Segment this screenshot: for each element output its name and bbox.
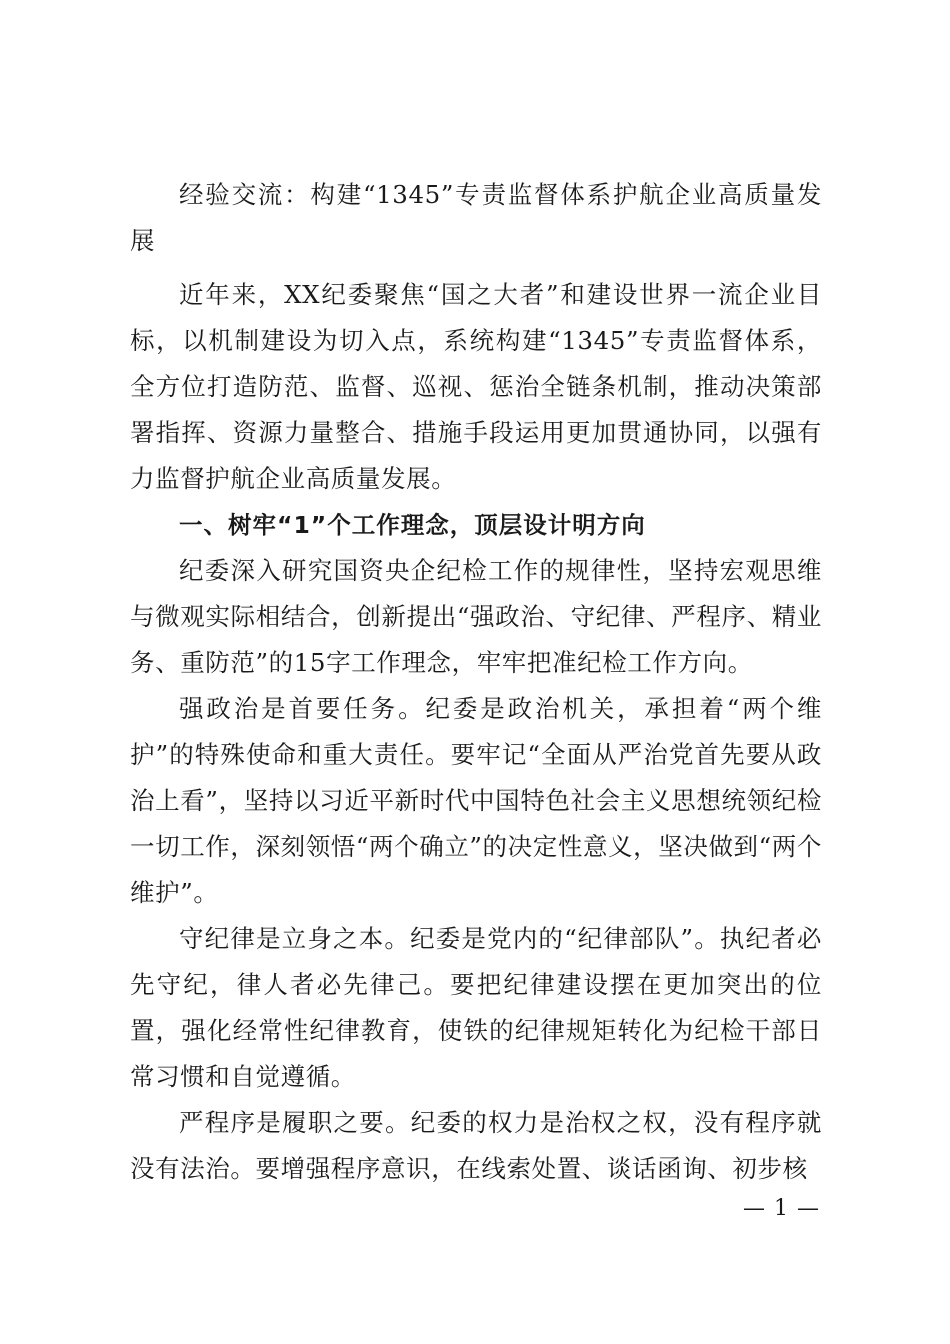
document-title: 经验交流：构建“1345”专责监督体系护航企业高质量发展 [130, 180, 822, 255]
page-number: — 1 — [743, 1196, 820, 1221]
body-paragraph: 纪委深入研究国资央企纪检工作的规律性，坚持宏观思维与微观实际相结合，创新提出“强政治、守纪律、严程序、精业务、重防范”的15字工作理念，牢牢把准纪检工作方向。 [130, 556, 822, 677]
section-heading-1: 一、树牢“1”个工作理念，顶层设计明方向 [179, 511, 646, 539]
body-paragraph: 强政治是首要任务。纪委是政治机关，承担着“两个维护”的特殊使命和重大责任。要牢记“全面从严治党首先要从政治上看”，坚持以习近平新时代中国特色社会主义思想统领纪检一切工作，深刻领悟“两个确立”的决定性意义，坚决做到“两个维护”。 [130, 694, 822, 907]
body-paragraph: 守纪律是立身之本。纪委是党内的“纪律部队”。执纪者必先守纪，律人者必先律己。要把纪律建设摆在更加突出的位置，强化经常性纪律教育，使铁的纪律规矩转化为纪检干部日常习惯和自觉遵循。 [130, 924, 822, 1091]
document-body [130, 172, 822, 1192]
intro-paragraph: 近年来，XX纪委聚焦“国之大者”和建设世界一流企业目标，以机制建设为切入点，系统构建“1345”专责监督体系，全方位打造防范、监督、巡视、惩治全链条机制，推动决策部署指挥、资源力量整合、措施手段运用更加贯通协同，以强有力监督护航企业高质量发展。 [130, 280, 822, 493]
body-paragraph: 严程序是履职之要。纪委的权力是治权之权，没有程序就没有法治。要增强程序意识，在线索处置、谈话函询、初步核 [130, 1108, 822, 1183]
